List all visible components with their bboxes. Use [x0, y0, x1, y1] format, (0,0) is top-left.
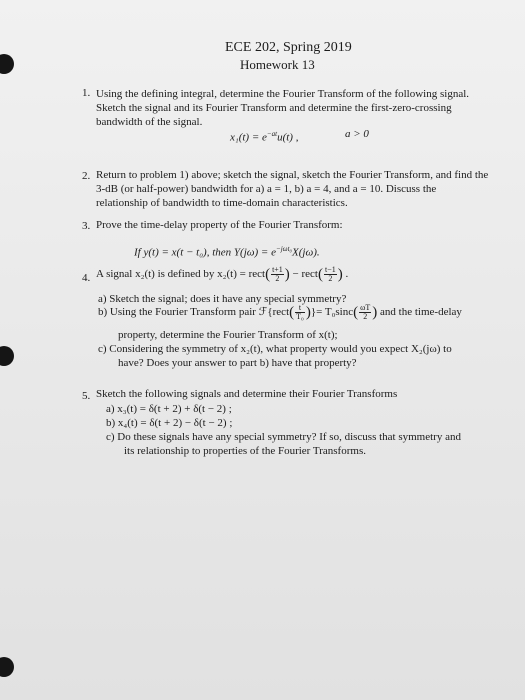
part-b-continued: property, determine the Fourier Transform of x(t); — [118, 329, 338, 341]
part-a: a) Sketch the signal; does it have any special symmetry? — [98, 293, 347, 305]
part-a: a) x₃(t) = δ(t + 2) + δ(t − 2) ; — [106, 403, 232, 415]
problem-number: 1. — [82, 87, 91, 99]
equation-condition: a > 0 — [345, 128, 369, 140]
equation-main: x₁(t) = e — [230, 131, 267, 144]
part-c-continued: its relationship to properties of the Fourier Transforms. — [124, 445, 366, 457]
fraction: $\frac{t+1}{2}$ — [272, 265, 283, 283]
minus-rect: − rect — [292, 268, 318, 281]
equation-tail: X(jω). — [292, 246, 320, 259]
problem-number: 4. — [82, 272, 91, 284]
equation-exponent: −jωt₀ — [276, 245, 292, 253]
page-subtitle: Homework 13 — [240, 57, 315, 72]
problem-text-line: Using the defining integral, determine the Fourier Transform of the following signal. — [96, 88, 470, 100]
fraction: $\frac{t-1}{2}$ — [324, 265, 336, 283]
equation-exponent: −at — [266, 130, 278, 138]
equation — [134, 242, 320, 260]
intro-text: A signal x₂(t) is defined by x₂(t) = rect — [96, 268, 266, 281]
end-period: . — [345, 268, 349, 281]
part-c: c) Do these signals have any special symmetry? If so, discuss that symmetry and — [106, 431, 461, 443]
problem-text-line: relationship of bandwidth to time-domain characteristics. — [96, 197, 348, 209]
part-c: c) Considering the symmetry of x₂(t), what property would you expect X₂(jω) to — [98, 343, 452, 355]
problem-text-line: bandwidth of the signal. — [96, 116, 203, 128]
equation-tail: u(t) , — [277, 131, 299, 144]
problem-text-line: Return to problem 1) above; sketch the signal, sketch the Fourier Transform, and find the — [96, 169, 489, 181]
problem-text-line: Prove the time-delay property of the Fourier Transform: — [96, 219, 343, 231]
fraction: $\frac{\omega T}{2}$ — [360, 303, 371, 321]
problem-text-line: Sketch the signal and its Fourier Transform and determine the first-zero-crossing — [96, 102, 452, 114]
problem-number: 5. — [82, 390, 91, 402]
problem-intro: A signal x₂(t) is defined by x₂(t) = rect( $\frac{t+1}{2}$ ) − rect( $\frac{t-1}{2}$ ) . — [96, 265, 349, 283]
part-b: b) Using the Fourier Transform pair ℱ{rect( $\frac{t}{\text{T₀}}$ )}= T₀sinc( $\frac{\omega T}{2}$ ) and the time-delay — [98, 303, 462, 321]
problem-text-line: 3-dB (or half-power) bandwidth for a) a = 1, b) a = 4, and a = 10. Discuss the — [96, 183, 437, 195]
problem-number: 3. — [82, 220, 91, 232]
equation — [230, 127, 298, 145]
part-c-continued: have? Does your answer to part b) have that property? — [118, 357, 357, 369]
binder-hole-top — [0, 54, 14, 74]
equation-main: If y(t) = x(t − t₀), then Y(jω) = e — [134, 246, 276, 259]
fraction: $\frac{t}{\text{T₀}}$ — [296, 303, 304, 321]
page-title: ECE 202, Spring 2019 — [225, 40, 352, 55]
part-b: b) x₄(t) = δ(t + 2) − δ(t − 2) ; — [106, 417, 233, 429]
problem-intro: Sketch the following signals and determine their Fourier Transforms — [96, 388, 398, 400]
binder-hole-middle — [0, 346, 14, 366]
binder-hole-bottom — [0, 657, 14, 677]
problem-number: 2. — [82, 170, 91, 182]
